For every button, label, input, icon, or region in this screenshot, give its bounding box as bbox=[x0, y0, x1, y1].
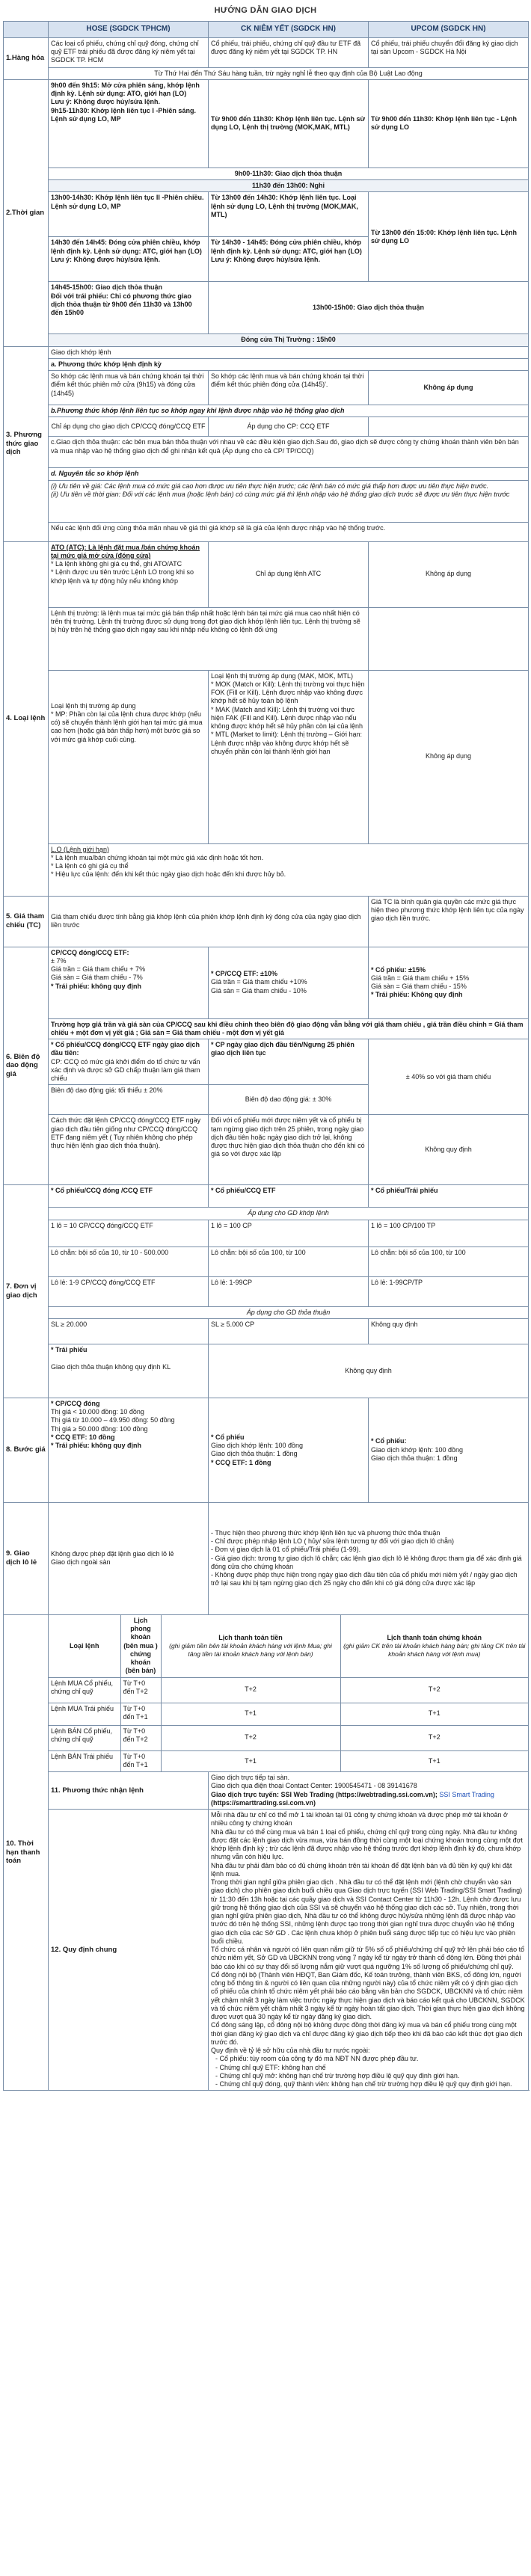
method-b-hose: Chỉ áp dụng cho giao dịch CP/CCQ đóng/CCQ ETF bbox=[49, 417, 209, 437]
method-d-note: Nếu các lệnh đối ứng cùng thỏa mãn nhau về giá thì giá khớp sẽ là giá của lệnh được nhập vào hệ thống trước. bbox=[49, 522, 529, 541]
order-mp-hnx bbox=[209, 670, 369, 843]
section-label-reference-price: 5. Giá tham chiếu (TC) bbox=[4, 896, 49, 947]
oddlot-rule-1: - Thực hiện theo phương thức khớp lệnh liên tục và phương thức thỏa thuận bbox=[211, 1528, 441, 1537]
section-label-price-band: 6. Biên độ dao động giá bbox=[4, 947, 49, 1185]
rule-bullet: - Cổ phiếu: tùy room của công ty đó mà NĐT NN được phép đầu tư. bbox=[215, 2055, 419, 2063]
page bbox=[3, 0, 528, 2091]
rule-para: Tổ chức cá nhân và người có liên quan nắm giữ từ 5% số cổ phiếu/chứng chỉ quỹ trở lên phải báo cáo tổ chức niêm yết, Sở GD và UBCKNN trong vòng 7 ngày kể từ ngày trở thành cổ đông lớn. Đồng thời phải báo cáo khi có sự thay đổi số lượng nắm giữ vượt quá ngưỡng 1% số lượng cổ phiếu/chứng chỉ quỹ. bbox=[211, 1946, 525, 1970]
section-label-time: 2.Thời gian bbox=[4, 79, 49, 346]
time-hose-atc bbox=[49, 237, 209, 282]
oddlot-hose-1: Không được phép đặt lệnh giao dịch lô lẻ bbox=[51, 1550, 174, 1558]
settlement-type: Lệnh MUA Trái phiếu bbox=[49, 1703, 120, 1725]
method-c: c.Giao dịch thỏa thuận: các bên mua bán thỏa thuận với nhau về các điều kiện giao dịch.Sau đó, giao dịch sẽ được công ty chứng khoán thành viên bên bán và mua nhập vào hệ thống giao dịch để ghi nhận kết quả (Áp dụng cho cả CP/ TP/CCQ) bbox=[49, 437, 529, 468]
unit-hose-agreement: SL ≥ 20.000 bbox=[49, 1318, 209, 1344]
unit-sub-matching: Áp dụng cho GD khớp lệnh bbox=[49, 1208, 529, 1220]
settlement-stock: T+2 bbox=[340, 1677, 528, 1703]
time-hnx-atc-1: Từ 14h30 - 14h45: Đóng cửa phiên chiều, khớp lệnh định kỳ. Lệnh sử dụng: ATC, giới hạn (LO) bbox=[211, 239, 362, 255]
order-lo-2: * Là lệnh mua/bán chứng khoán tại một mức giá xác định hoặc tốt hơn. bbox=[51, 853, 264, 861]
time-hose-agreement-2: Đối với trái phiếu: Chỉ có phương thức giao dịch thỏa thuận từ 9h00 đến 11h30 và 13h00 đến 15h00 bbox=[51, 292, 192, 316]
settlement-lock: Từ T+0 đến T+1 bbox=[120, 1703, 161, 1725]
tick-hose-3: Thị giá từ 10.000 – 49.950 đồng: 50 đồng bbox=[51, 1416, 175, 1424]
band-first-upcom-rule: Không quy định bbox=[369, 1115, 529, 1185]
unit-hose-odd: Lô lẻ: 1-9 CP/CCQ đóng/CCQ ETF bbox=[49, 1276, 209, 1306]
page-title: HƯỚNG DẪN GIAO DỊCH bbox=[214, 6, 317, 15]
unit-sub-agreement: Áp dụng cho GD thỏa thuận bbox=[49, 1306, 529, 1318]
header-blank bbox=[4, 22, 49, 38]
method-d-rule-time: (ii) Ưu tiên về thời gian: Đối với các lệnh mua (hoặc lệnh bán) có cùng mức giá thì lệnh nhập vào hệ thống giao dịch trước sẽ được ưu tiên thực hiện trước bbox=[51, 490, 510, 498]
method-head: Giao dịch khớp lệnh bbox=[49, 346, 529, 358]
time-hose-agreement-1: 14h45-15h00: Giao dịch thỏa thuận bbox=[51, 283, 163, 292]
settlement-money: T+2 bbox=[161, 1677, 340, 1703]
unit-upcom-odd: Lô lẻ: 1-99CP/TP bbox=[369, 1276, 529, 1306]
time-upcom-pm: Từ 13h00 đến 15:00: Khớp lệnh liên tục. Lệnh sử dụng LO bbox=[369, 192, 529, 282]
rule-para: Nhà đầu tư phải đảm bảo có đủ chứng khoán trên tài khoản để đặt lệnh bán và đủ tiền ký quỹ khi đặt lệnh mua. bbox=[211, 1861, 512, 1878]
rule-bullet: - Chứng chỉ quỹ mở: không hạn chế trừ trường hợp điều lệ quỹ quy định giới hạn. bbox=[215, 2071, 460, 2079]
order-ato-hnx: Chỉ áp dụng lệnh ATC bbox=[209, 541, 369, 607]
settlement-col-type: Loại lệnh bbox=[49, 1615, 120, 1677]
reference-price-main: Giá tham chiếu được tính bằng giá khớp lệnh của phiên khớp lệnh định kỳ đóng cửa của ngày giao dịch liền trước bbox=[49, 896, 369, 947]
section-label-odd-lot: 9. Giao dịch lô lẻ bbox=[4, 1502, 49, 1614]
table-row bbox=[49, 1725, 528, 1750]
unit-upcom-even: Lô chẵn: bội số của 100, từ 100 bbox=[369, 1246, 529, 1276]
rule-para: Nhà đầu tư có thể cùng mua và bán 1 loại cổ phiếu, chứng chỉ quỹ trong cùng ngày. Nhà đầu tư không được đặt các lệnh giao dịch vừa mua, vừa bán đồng thời cùng một loại chứng khoán trong cùng một đợt khớp lệnh định kỳ ; trừ các lệnh đã được nhập vào hệ thống trước đợt khớp lệnh định kỳ đó, chưa khớp nhưng vẫn còn hiệu lực. bbox=[211, 1828, 524, 1861]
trading-guide-table bbox=[3, 21, 529, 2091]
order-mp-hose-1: Loại lệnh thị trường áp dụng bbox=[51, 701, 136, 710]
rule-para: Quy định về tỷ lệ sở hữu của nhà đầu tư nước ngoài: bbox=[211, 2047, 370, 2054]
time-hose-am-2: Lưu ý: Không được hủy/sửa lệnh. bbox=[51, 98, 160, 106]
band-hnx-2: Giá trần = Giá tham chiếu +10% bbox=[211, 978, 307, 986]
section-label-tick-size: 8. Bước giá bbox=[4, 1398, 49, 1502]
time-break: 11h30 đến 13h00: Nghỉ bbox=[49, 180, 529, 192]
header-hose: HOSE (SGDCK TPHCM) bbox=[49, 22, 209, 38]
tick-hnx-1: * Cổ phiếu bbox=[211, 1433, 245, 1441]
tick-upcom-2: Giao dịch khớp lệnh: 100 đồng bbox=[371, 1445, 463, 1454]
unit-hose-lot: 1 lô = 10 CP/CCQ đóng/CCQ ETF bbox=[49, 1220, 209, 1246]
settlement-type: Lệnh BÁN Cổ phiếu, chứng chỉ quỹ bbox=[49, 1725, 120, 1750]
unit-hose-bond-desc: Giao dịch thỏa thuận không quy định KL bbox=[51, 1363, 171, 1371]
tick-hose-1: * CP/CCQ đóng bbox=[51, 1399, 100, 1407]
reference-price-upcom: Giá TC là bình quân gia quyền các mức giá thực hiện theo phương thức khớp lệnh liên tục của ngày giao dịch liền trước. bbox=[369, 896, 529, 947]
oddlot-hnx-upcom bbox=[209, 1502, 529, 1614]
settlement-header-row bbox=[49, 1615, 528, 1677]
order-lo-3: * Là lệnh có ghi giá cụ thể bbox=[51, 862, 129, 870]
oddlot-rule-2: - Chỉ được phép nhập lệnh LO ( hủy/ sửa lệnh tương tự đối với giao dịch lô chẵn) bbox=[211, 1537, 454, 1546]
band-first-hose-desc: CP: CCQ có mức giá khởi điểm do tổ chức tư vấn xác định và được sở GD chấp thuận làm giá tham chiếu bbox=[51, 1057, 200, 1082]
time-hose-am bbox=[49, 79, 209, 167]
order-mp-hnx-2: * MOK (Match or Kill): Lệnh thị trường voi thực hiện FOK (Fill or Kill). Lệnh được nhập vào không được khớp hết sẽ hủy toàn bộ lệnh bbox=[211, 680, 365, 705]
unit-hose-title: * Cổ phiếu/CCQ đóng /CCQ ETF bbox=[49, 1185, 209, 1208]
settlement-col-stock-title: Lịch thanh toán chứng khoán bbox=[387, 1633, 482, 1641]
rule-bullet-text: Cổ phiếu: tùy room của công ty đó mà NĐT NN được phép đầu tư. bbox=[219, 2055, 419, 2063]
header-hnx: CK NIÊM YẾT (SGDCK HN) bbox=[209, 22, 369, 38]
time-hnx-atc-2: Lưu ý: Không được hủy/sửa lệnh. bbox=[211, 255, 320, 263]
method-b-upcom bbox=[369, 417, 529, 437]
unit-hnx-title: * Cổ phiếu/CCQ ETF bbox=[209, 1185, 369, 1208]
settlement-col-stock bbox=[340, 1615, 528, 1677]
order-mp-hnx-3: * MAK (Match and Kill): Lệnh thị trường voi thực hiện FAK (Fill and Kill). Lệnh được nhập vào nếu không được khớp hết sẽ hủy phần còn lại của lệnh bbox=[211, 705, 363, 730]
band-upcom-4: * Trái phiếu: Không quy định bbox=[371, 991, 463, 999]
tick-hose-6: * Trái phiếu: không quy định bbox=[51, 1442, 141, 1449]
tick-hose-5: * CCQ ETF: 10 đồng bbox=[51, 1433, 115, 1441]
settlement-col-money-sub: (ghi giảm tiền bên tài khoản khách hàng với lệnh Mua; ghi tăng tiền tài khoản khách hàng với lệnh bán) bbox=[169, 1642, 332, 1658]
time-hose-am-1: 9h00 đến 9h15: Mở cửa phiên sáng, khớp lệnh định kỳ. Lệnh sử dụng: ATO, giới hạn (LO) bbox=[51, 81, 200, 97]
rule-bullet: - Chứng chỉ quỹ đóng, quỹ thành viên: không hạn chế trừ trường hợp điều lệ quỹ quy định giới hạn. bbox=[215, 2080, 512, 2088]
time-hose-pm: 13h00-14h30: Khớp lệnh liên tục II -Phiên chiều. Lệnh sử dụng LO, MP bbox=[49, 192, 209, 237]
order-lo-4: * Hiệu lực của lệnh: đến khi kết thúc ngày giao dịch hoặc đến khi được hủy bỏ. bbox=[51, 870, 286, 879]
rule-para: Mỗi nhà đầu tư chỉ có thể mở 1 tài khoản tại 01 công ty chứng khoán và được phép mở tài khoản ở nhiều công ty chứng khoán bbox=[211, 1811, 508, 1828]
band-upcom-3: Giá sàn = Giá tham chiếu - 15% bbox=[371, 983, 467, 990]
order-ato-hose-2: * Là lệnh không ghi giá cụ thể, ghi ATO/ATC bbox=[51, 560, 182, 568]
order-ato-hose-3: * Lệnh được ưu tiên trước Lệnh LO trong khi so khớp lệnh và tự động hủy nếu không khớp bbox=[51, 568, 194, 585]
section-label-goods: 1.Hàng hóa bbox=[4, 37, 49, 79]
goods-hnx: Cổ phiếu, trái phiếu, chứng chỉ quỹ đầu tư ETF đã được đăng ký niêm yết tại SGDCK TP. HN bbox=[209, 37, 369, 67]
method-a-hnx: So khớp các lệnh mua và bán chứng khoán tại thời điểm kết thúc phiên đóng cửa (14h45)'. bbox=[209, 371, 369, 405]
order-mp-hnx-1: Loại lệnh thị trường áp dụng (MAK, MOK, MTL) bbox=[211, 671, 354, 680]
band-hnx bbox=[209, 947, 369, 1018]
section-label-order-channels: 11. Phương thức nhận lệnh bbox=[49, 1772, 209, 1810]
tick-hnx-2: Giao dịch khớp lệnh: 100 đồng bbox=[211, 1442, 303, 1449]
settlement-stock: T+1 bbox=[340, 1750, 528, 1771]
goods-note: Từ Thứ Hai đến Thứ Sáu hàng tuần, trừ ngày nghỉ lễ theo quy định của Bộ Luật Lao động bbox=[49, 67, 529, 79]
unit-hnx-agreement: SL ≥ 5.000 CP bbox=[209, 1318, 369, 1344]
oddlot-hose-2: Giao dịch ngoài sàn bbox=[51, 1558, 111, 1567]
settlement-col-lock: Lịch phong khoản (bên mua ) chứng khoán (bên bán) bbox=[120, 1615, 161, 1677]
oddlot-rule-5: - Không được phép thực hiện trong ngày giao dịch đầu tiên của cổ phiếu mới niêm yết / ngày giao dịch trở lại sau khi bị tạm ngừng giao dịch 25 ngày cho đến khi có giá đóng cửa được xác lập bbox=[211, 1571, 518, 1587]
settlement-col-money bbox=[161, 1615, 340, 1677]
rule-bullet-text: Chứng chỉ quỹ đóng, quỹ thành viên: không hạn chế trừ trường hợp điều lệ quỹ quy định giới hạn. bbox=[219, 2080, 512, 2088]
unit-upcom-lot: 1 lô = 100 CP/100 TP bbox=[369, 1220, 529, 1246]
time-hose-atc-1: 14h30 đến 14h45: Đóng cửa phiên chiều, khớp lệnh định kỳ. Lệnh sử dụng: ATC, giới hạn (LO) bbox=[51, 239, 202, 255]
band-adjust-note: Trường hợp giá trần và giá sàn của CP/CCQ sau khi điều chỉnh theo biên độ giao động vẫn bằng với giá tham chiếu , giá trần điều chỉnh = Giá tham chiếu + một đơn vị yết giá ; Giá sàn = Giá tham chiếu - một đơn vị yết giá bbox=[49, 1018, 529, 1039]
tick-upcom-3: Giao dịch thỏa thuận: 1 đồng bbox=[371, 1454, 458, 1462]
header-row bbox=[4, 22, 529, 38]
settlement-col-stock-sub: (ghi giảm CK trên tài khoản khách hàng bán; ghi tăng CK trên tài khoản khách hàng với lệnh mua) bbox=[343, 1642, 526, 1658]
channel-floor: Giao dịch trực tiếp tại sàn. bbox=[211, 1774, 290, 1781]
table-row bbox=[49, 1750, 528, 1771]
section-label-order-types: 4. Loại lệnh bbox=[4, 541, 49, 896]
band-hose-1: CP/CCQ đóng/CCQ ETF: bbox=[51, 948, 129, 956]
band-hose bbox=[49, 947, 209, 1018]
goods-hose: Các loại cổ phiếu, chứng chỉ quỹ đóng, chứng chỉ quỹ ETF trái phiếu đã được đăng ký niêm yết tại SGDCK TP. HCM bbox=[49, 37, 209, 67]
settlement-lock: Từ T+0 đến T+1 bbox=[120, 1750, 161, 1771]
order-mp-hnx-4: * MTL (Market to limit): Lệnh thị trường – Giới hạn: Lệnh được nhập vào không được khớp hết sẽ chuyển phần còn lại thành lệnh giới hạn bbox=[211, 731, 363, 755]
rule-para: Trong thời gian nghỉ giữa phiên giao dịch . Nhà đầu tư có thể đặt lệnh mới (lệnh chờ chuyển vào sàn giao dịch) cho phiên giao dịch buổi chiều qua Giao dịch trực tuyến (SSI Web Trading/SSI Smart Trading) từ 11:30 đến 13h hoặc tại các quầy giao dịch và SSI Contact Center từ 11h30 - 12h. Lệnh chờ được lưu giữ trong hệ thống giao dịch của SSI và sẽ chuyển vào hệ thống giao dịch các sở. Tuy nhiên, trong thời gian nghỉ giữa phiên giao dịch, Nhà đầu tư có thể không được hủy/sửa những lệnh đã được nhập vào trước đó trên hệ thống SSI, những lệnh được tạo trong thời gian nghỉ trưa được chuyển vào hệ thống giao dịch của các Sở GD . Các lệnh chưa khớp ở phiên buổi sáng được tiếp tục có hiệu lực vào phiên buổi chiều. bbox=[211, 1878, 523, 1945]
settlement-cell bbox=[49, 1614, 529, 1771]
order-market-desc: Lệnh thị trường: là lệnh mua tại mức giá bán thấp nhất hoặc lệnh bán tại mức giá mua cao nhất hiện có trên thị trường. Lệnh thị trường được sử dụng trong đợt giao dịch khớp lệnh liên tục. Lệnh thị trường sẽ bị hủy trên hệ thống giao dịch ngay sau khi nhập nếu không có lệnh đối ứng bbox=[49, 607, 369, 670]
time-hose-atc-2: Lưu ý: Không được hủy/sửa lệnh. bbox=[51, 255, 160, 263]
section-label-method: 3. Phương thức giao dịch bbox=[4, 346, 49, 541]
method-a-title: a. Phương thức khớp lệnh định kỳ bbox=[49, 358, 529, 370]
band-upcom bbox=[369, 947, 529, 1018]
oddlot-hose bbox=[49, 1502, 209, 1614]
unit-hnx-odd: Lô lẻ: 1-99CP bbox=[209, 1276, 369, 1306]
method-d-rules bbox=[49, 480, 529, 522]
channel-phone: Giao dịch qua điện thoại Contact Center: 1900545471 - 08 39141678 bbox=[211, 1782, 417, 1790]
tick-upcom-1: * Cổ phiếu: bbox=[371, 1437, 407, 1445]
settlement-stock: T+1 bbox=[340, 1703, 528, 1725]
unit-hose-even: Lô chẵn: bội số của 10, từ 10 - 500.000 bbox=[49, 1246, 209, 1276]
method-d-rule-price: (i) Ưu tiên về giá: Các lệnh mua có mức giá cao hơn được ưu tiên thực hiện trước; các lệnh bán có mức giá thấp hơn được ưu tiên thực hiện trước. bbox=[51, 482, 489, 490]
method-d-title: d. Nguyên tắc so khớp lệnh bbox=[49, 468, 529, 480]
band-hnx-1: * CP/CCQ ETF: ±10% bbox=[211, 970, 277, 978]
order-ato-upcom: Không áp dụng bbox=[369, 541, 529, 607]
settlement-lock: Từ T+0 đến T+2 bbox=[120, 1725, 161, 1750]
channel-web-trading[interactable]: Giao dịch trực tuyến: SSI Web Trading (https://webtrading.ssi.com.vn); bbox=[211, 1790, 438, 1798]
rule-para: Cổ đông sáng lập, cổ đông nội bộ không được đồng thời đăng ký mua và bán cổ phiếu trong cùng một thời gian đăng ký giao dịch và chỉ được đăng ký giao dịch tiếp theo khi đã báo cáo kết thúc đợt giao dịch trước đó. bbox=[211, 2021, 523, 2046]
rule-bullet: - Chứng chỉ quỹ ETF: không hạn chế bbox=[215, 2063, 326, 2071]
channel-online bbox=[211, 1791, 526, 1799]
time-hnx-atc bbox=[209, 237, 369, 282]
band-hnx-3: Giá sàn = Giá tham chiếu - 10% bbox=[211, 986, 307, 995]
channel-smart-trading[interactable]: SSI Smart Trading bbox=[439, 1790, 494, 1798]
unit-hose-bond-title: * Trái phiếu bbox=[51, 1345, 88, 1353]
method-b-title: b.Phương thức khớp lệnh liên tục so khớp ngay khi lệnh được nhập vào hệ thống giao dịch bbox=[49, 405, 529, 417]
time-agreement-am: 9h00-11h30: Giao dịch thỏa thuận bbox=[49, 167, 529, 179]
tick-hose-4: Thị giá ≥ 50.000 đồng: 100 đồng bbox=[51, 1424, 148, 1433]
band-upcom-1: * Cổ phiếu: ±15% bbox=[371, 965, 426, 974]
oddlot-rule-4: - Giá giao dịch: tương tự giao dịch lô chẵn; các lệnh giao dịch lô lẻ không được tham gia để xác định giá đóng cửa cho chứng khoán bbox=[211, 1554, 522, 1570]
settlement-stock: T+2 bbox=[340, 1725, 528, 1750]
unit-hnx-even: Lô chẵn: bội số của 100, từ 100 bbox=[209, 1246, 369, 1276]
general-rules bbox=[209, 1810, 529, 2091]
header-upcom: UPCOM (SGDCK HN) bbox=[369, 22, 529, 38]
settlement-money: T+1 bbox=[161, 1750, 340, 1771]
channels bbox=[209, 1772, 529, 1810]
order-mp-hose bbox=[49, 670, 209, 843]
tick-upcom bbox=[369, 1398, 529, 1502]
settlement-money: T+1 bbox=[161, 1703, 340, 1725]
tick-hnx-4: * CCQ ETF: 1 đồng bbox=[211, 1458, 271, 1466]
order-mp-upcom: Không áp dụng bbox=[369, 670, 529, 843]
band-first-hose-title: * Cổ phiếu/CCQ đóng/CCQ ETF ngày giao dịch đầu tiên: bbox=[51, 1041, 200, 1057]
section-label-general-rules: 12. Quy định chung bbox=[49, 1810, 209, 2091]
tick-hnx bbox=[209, 1398, 369, 1502]
tick-hose-2: Thị giá < 10.000 đồng: 10 đồng bbox=[51, 1408, 144, 1415]
table-row bbox=[49, 1703, 528, 1725]
band-first-hnx-rule: Đối với cổ phiếu mới được niêm yết và cổ phiếu bị tạm ngừng giao dịch trên 25 phiên, trong ngày giao dịch đầu tiên hoặc ngày giao dịch trở lại, không được thực hiện giao dịch thỏa thuận cho đến khi có giá so với được xác lập bbox=[209, 1115, 369, 1185]
channel-smart-trading-url[interactable]: (https://smarttrading.ssi.com.vn) bbox=[211, 1798, 316, 1807]
section-label-trading-unit: 7. Đơn vị giao dịch bbox=[4, 1185, 49, 1398]
tick-hose bbox=[49, 1398, 209, 1502]
oddlot-rule-3: - Đơn vị giao dịch là 01 cổ phiếu/Trái phiếu (1-99). bbox=[211, 1546, 361, 1554]
band-first-upcom: ± 40% so với giá tham chiếu bbox=[369, 1039, 529, 1115]
method-a-upcom: Không áp dụng bbox=[369, 371, 529, 405]
time-upcom-am: Từ 9h00 đến 11h30: Khớp lệnh liên tục - Lệnh sử dụng LO bbox=[369, 79, 529, 167]
order-lo-1: L.O (Lệnh giới hạn) bbox=[51, 845, 109, 853]
band-hose-5: * Trái phiếu: không quy định bbox=[51, 982, 141, 990]
band-first-hose bbox=[49, 1039, 209, 1085]
band-hose-2: ± 7% bbox=[51, 956, 67, 965]
band-first-hnx: * CP ngày giao dịch đầu tiên/Ngưng 25 phiên giao dịch liên tục bbox=[209, 1039, 369, 1085]
goods-upcom: Cổ phiếu, trái phiếu chuyển đổi đăng ký giao dịch tại sàn Upcom - SGDCK Hà Nội bbox=[369, 37, 529, 67]
table-row bbox=[49, 1677, 528, 1703]
method-a-hose: So khớp các lệnh mua và bán chứng khoán tại thời điểm kết thúc phiên mở cửa (9h15) và đóng cửa (14h45) bbox=[49, 371, 209, 405]
settlement-money: T+2 bbox=[161, 1725, 340, 1750]
settlement-type: Lệnh BÁN Trái phiếu bbox=[49, 1750, 120, 1771]
settlement-lock: Từ T+0 đến T+2 bbox=[120, 1677, 161, 1703]
time-upcom-agreement: 13h00-15h00: Giao dịch thỏa thuận bbox=[209, 282, 529, 334]
time-hnx-pm: Từ 13h00 đến 14h30: Khớp lệnh liên tục. Loại lệnh sử dụng LO, Lệnh thị trường (MOK,MAK, MTL) bbox=[209, 192, 369, 237]
unit-hose-bond bbox=[49, 1344, 209, 1398]
rule-para: Cổ đông nội bộ (Thành viên HĐQT, Ban Giám đốc, Kế toán trưởng, thành viên BKS, cổ đông lớn, người công bố thông tin & người có liên quan của những người này) của tổ chức niêm yết có ý định giao dịch cổ phiếu của chính tổ chức niêm yết phải báo cáo bằng văn bản cho SGDCK, UBCKNN và tổ chức niêm yết chậm nhất 3 ngày làm việc trước ngày thực hiện giao dịch và báo cáo kết quả cho UBCKNN, SGDCK và tổ chức niêm yết chậm nhất 3 ngày kể từ ngày hoàn tất giao dịch. Thời gian thực hiện giao dịch không được vượt quá 30 ngày kể từ ngày đăng ký giao dịch. bbox=[211, 1970, 525, 2020]
order-mp-hose-2: * MP: Phần còn lại của lệnh chưa được khớp (nếu có) sẽ chuyển thành lệnh giới hạn tại mức giá mua cao hơn (hoặc giá bán thấp hơn) một bước giá so với mức giá khớp cuối cùng. bbox=[51, 710, 203, 743]
time-hose-am-3: 9h15-11h30: Khớp lệnh liên tục I -Phiên sáng. Lệnh sử dụng LO, MP bbox=[51, 106, 196, 123]
settlement-col-money-title: Lịch thanh toán tiền bbox=[218, 1633, 283, 1641]
band-first-hose-range: Biên độ dao động giá: tối thiểu ± 20% bbox=[49, 1085, 209, 1115]
settlement-table bbox=[49, 1615, 528, 1771]
time-close: Đóng cửa Thị Trường : 15h00 bbox=[49, 334, 529, 346]
order-lo bbox=[49, 843, 529, 896]
settlement-type: Lệnh MUA Cổ phiếu, chứng chỉ quỹ bbox=[49, 1677, 120, 1703]
rule-bullet-text: Chứng chỉ quỹ ETF: không hạn chế bbox=[219, 2063, 326, 2071]
unit-upcom-title: * Cổ phiếu/Trái phiếu bbox=[369, 1185, 529, 1208]
time-hnx-am: Từ 9h00 đến 11h30: Khớp lệnh liên tục. Lệnh sử dụng LO, Lệnh thị trường (MOK,MAK, MTL) bbox=[209, 79, 369, 167]
order-market-upcom-blank bbox=[369, 607, 529, 670]
order-ato-hose bbox=[49, 541, 209, 607]
order-ato-hose-1: ATO (ATC): Là lệnh đặt mua /bán chứng khoán tại mức giá mở cửa (đóng cửa) bbox=[51, 543, 200, 559]
band-first-hnx-range: Biên độ dao động giá: ± 30% bbox=[209, 1085, 369, 1115]
band-upcom-2: Giá trần = Giá tham chiếu + 15% bbox=[371, 974, 470, 982]
time-hose-agreement bbox=[49, 282, 209, 334]
unit-hnx-lot: 1 lô = 100 CP bbox=[209, 1220, 369, 1246]
section-label-settlement: 10. Thời hạn thanh toán bbox=[4, 1614, 49, 2091]
band-hose-4: Giá sàn = Giá tham chiếu - 7% bbox=[51, 974, 143, 982]
tick-hnx-3: Giao dịch thỏa thuận: 1 đồng bbox=[211, 1450, 298, 1458]
rule-bullet-text: Chứng chỉ quỹ mở: không hạn chế trừ trường hợp điều lệ quỹ quy định giới hạn. bbox=[219, 2071, 460, 2079]
band-first-hose-rule: Cách thức đặt lệnh CP/CCQ đóng/CCQ ETF ngày giao dịch đầu tiên giống như CP/CCQ đóng/CCQ ETF đang niêm yết ( Tuy nhiên không cho phép thực hiện lệnh giao dịch thỏa thuận). bbox=[49, 1115, 209, 1185]
unit-bond-other: Không quy định bbox=[209, 1344, 529, 1398]
unit-upcom-agreement: Không quy định bbox=[369, 1318, 529, 1344]
band-hose-3: Giá trần = Giá tham chiếu + 7% bbox=[51, 965, 146, 973]
method-b-hnx: Áp dụng cho CP: CCQ ETF bbox=[209, 417, 369, 437]
